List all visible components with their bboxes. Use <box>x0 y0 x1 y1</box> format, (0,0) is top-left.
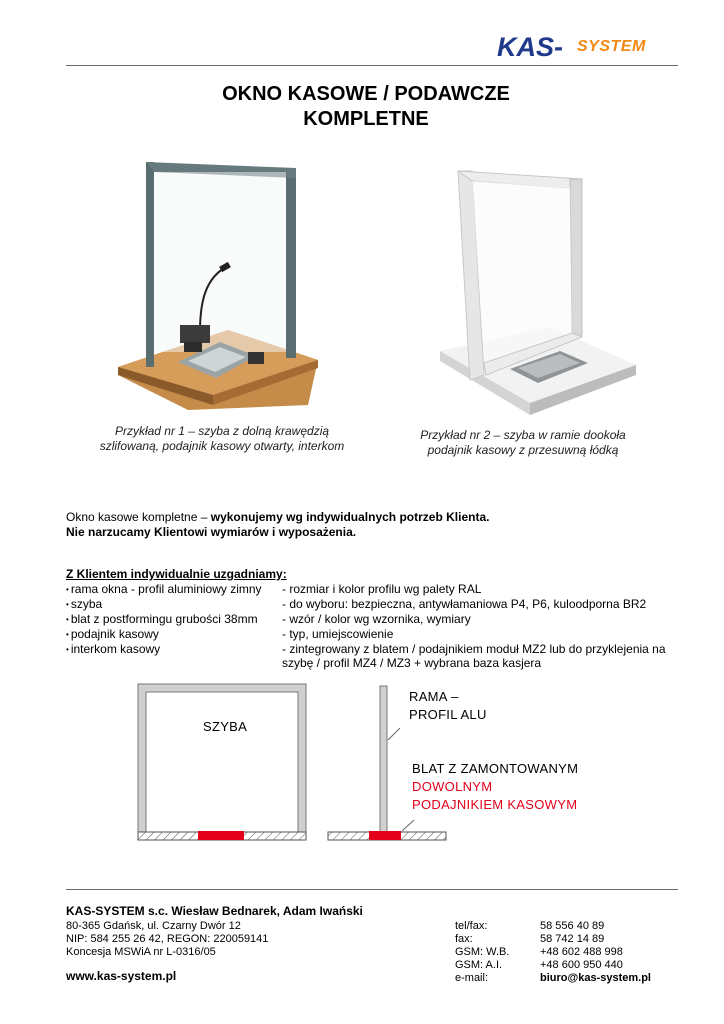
intro-paragraph <box>66 510 666 540</box>
szyba-label: SZYBA <box>203 719 248 734</box>
contact-value: 58 742 14 89 <box>540 933 605 945</box>
company-logo <box>497 30 679 64</box>
company-license: Koncesja MSWiA nr L-0316/05 <box>66 946 216 958</box>
tray-highlight-side <box>369 831 401 840</box>
page-title <box>66 82 666 132</box>
specs-heading: Z Klientem indywidualnie uzgadniamy: <box>66 567 287 581</box>
blat-pointer <box>402 820 414 831</box>
spec-detail: - rozmiar i kolor profilu wg palety RAL <box>282 582 482 596</box>
spec-detail: - typ, umiejscowienie <box>282 627 394 641</box>
rama-label <box>409 688 487 724</box>
spec-detail: - zintegrowany z blatem / podajnikiem moduł MZ2 lub do przyklejenia na <box>282 642 666 656</box>
spec-detail: - wzór / kolor wg wzornika, wymiary <box>282 612 471 626</box>
rama-label-line-1: RAMA – <box>409 689 459 704</box>
contact-label: GSM: A.I. <box>455 959 503 971</box>
contact-label: tel/fax: <box>455 920 488 932</box>
example-2-caption: Przykład nr 2 – szyba w ramie dookoła podajnik kasowy z przesuwną łódką <box>420 428 626 457</box>
header-divider <box>66 65 678 66</box>
logo-sub-text: SYSTEM <box>577 38 646 55</box>
blat-label-line-3: PODAJNIKIEM KASOWYM <box>412 797 578 812</box>
contact-label: GSM: W.B. <box>455 946 510 958</box>
contact-value: +48 600 950 440 <box>540 959 623 971</box>
contact-label: e-mail: <box>455 972 489 984</box>
blat-label-line-2: DOWOLNYM <box>412 779 493 794</box>
logo-main-text: KAS- <box>497 32 563 62</box>
contact-value: +48 602 488 998 <box>540 946 623 958</box>
email-link[interactable]: biuro@kas-system.pl <box>540 972 651 984</box>
rama-pointer <box>388 728 400 740</box>
example-1-caption: Przykład nr 1 – szyba z dolną krawędzią szlifowaną, podajnik kasowy otwarty, interkom <box>99 424 345 453</box>
footer-divider <box>66 889 678 890</box>
spec-item: podajnik kasowy <box>70 627 159 641</box>
blat-label <box>412 760 578 814</box>
rama-label-line-2: PROFIL ALU <box>409 707 487 722</box>
company-nip: NIP: 584 255 26 42, REGON: 220059141 <box>66 933 269 945</box>
example-2-photo <box>440 165 640 415</box>
spec-item: blat z postformingu grubości 38mm <box>70 612 258 626</box>
spec-detail: - do wyboru: bezpieczna, antywłamaniowa P4, P6, kuloodporna BR2 <box>282 597 647 611</box>
spec-item: interkom kasowy <box>70 642 161 656</box>
title-line-2: KOMPLETNE <box>303 108 429 130</box>
title-line-1: OKNO KASOWE / PODAWCZE <box>222 83 510 105</box>
intro-text: Okno kasowe kompletne – <box>66 510 211 524</box>
intro-emphasis: wykonujemy wg indywidualnych potrzeb Klienta. <box>210 510 490 524</box>
spec-item: rama okna - profil aluminiowy zimny <box>70 582 262 596</box>
website-link[interactable]: www.kas-system.pl <box>66 969 177 983</box>
spec-detail: szybę / profil MZ4 / MZ3 + wybrana baza kasjera <box>282 656 542 670</box>
tray-highlight-front <box>198 831 244 840</box>
contact-value: 58 556 40 89 <box>540 920 605 932</box>
company-address: 80-365 Gdańsk, ul. Czarny Dwór 12 <box>66 920 241 932</box>
blat-label-line-1: BLAT Z ZAMONTOWANYM <box>412 761 579 776</box>
front-view <box>138 684 306 840</box>
example-1-photo <box>118 160 332 410</box>
spec-item: szyba <box>70 597 103 611</box>
intro-line-2: Nie narzucamy Klientowi wymiarów i wyposażenia. <box>66 525 357 539</box>
company-name: KAS-SYSTEM s.c. Wiesław Bednarek, Adam Iwański <box>66 904 363 918</box>
contact-label: fax: <box>455 933 473 945</box>
